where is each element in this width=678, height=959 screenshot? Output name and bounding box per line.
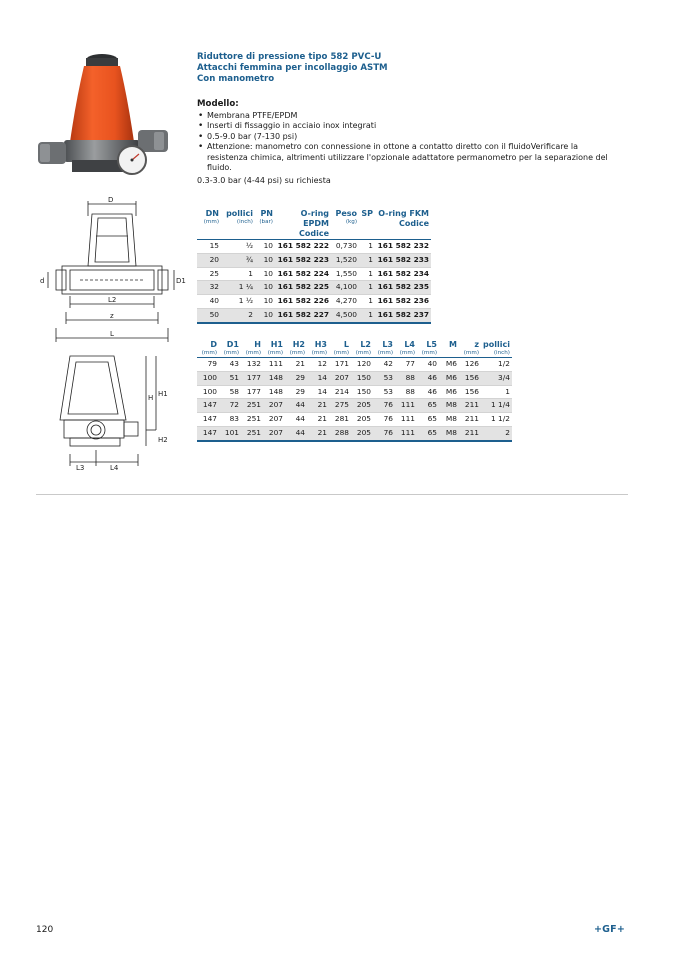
col-header-sp: SP <box>359 209 375 240</box>
dim-label-h2: H2 <box>158 436 168 444</box>
title-line-2: Attacchi femmina per incollaggio ASTM <box>197 63 388 73</box>
col-header-peso: Peso (kg) <box>331 209 359 240</box>
model-bullet: • Attenzione: manometro con connessione in ottone a contatto diretto con il fluidoVerificare la resistenza chimica, altrimenti utilizzare l'opzionale adattatore permanometro per la separazione del fluido. <box>197 142 617 173</box>
col-header-d1: D1 (mm) <box>219 340 241 358</box>
page-number: 120 <box>36 925 54 935</box>
col-header-h3: H3 (mm) <box>307 340 329 358</box>
col-header-l4: L4 (mm) <box>395 340 417 358</box>
order-code-table <box>197 209 431 324</box>
col-header-l3: L3 (mm) <box>373 340 395 358</box>
dim-label-h: H <box>148 394 154 402</box>
model-bullet-list <box>197 111 617 173</box>
table-row: 147 83 251 207 44 21 281 205 76 111 65 M8 211 1 1/2 <box>197 413 512 427</box>
dim-label-d1: D1 <box>176 277 186 285</box>
col-header-fkm-code: O-ring FKM Codice <box>375 209 431 240</box>
col-header-l: L (mm) <box>329 340 351 358</box>
dim-label-l: L <box>110 330 114 338</box>
col-header-pollici: pollici (inch) <box>483 340 510 356</box>
model-section <box>197 99 617 187</box>
col-header-z: z (mm) <box>459 340 481 358</box>
title-line-3: Con manometro <box>197 74 275 84</box>
dim-label-l3: L3 <box>76 464 85 472</box>
col-header-h1: H1 (mm) <box>263 340 285 358</box>
col-header-h: H (mm) <box>241 340 263 358</box>
product-photo <box>36 50 176 182</box>
col-header-h2: H2 (mm) <box>285 340 307 358</box>
dim-label-h1: H1 <box>158 390 168 398</box>
gf-logo: +GF+ <box>594 924 626 935</box>
title-line-1: Riduttore di pressione tipo 582 PVC-U <box>197 52 382 62</box>
dim-label-small-d: d <box>40 277 45 285</box>
col-header-pollici: pollici (inch) <box>221 209 255 240</box>
dim-label-l2: L2 <box>108 296 117 304</box>
dim-label-l4: L4 <box>110 464 119 472</box>
model-bullet: • 0.5-9.0 bar (7-130 psi) <box>197 132 617 142</box>
table-row: 32 1 ¼ 10 161 582 225 4,100 1 161 582 235 <box>197 281 431 295</box>
table-row: 100 58 177 148 29 14 214 150 53 88 46 M6 156 1 <box>197 385 512 399</box>
technical-drawing-front-view <box>40 350 170 472</box>
table-row: 147 72 251 207 44 21 275 205 76 111 65 M8 211 1 1/4 <box>197 399 512 413</box>
dim-label-z: z <box>110 312 114 320</box>
pressure-range-note: 0.3-3.0 bar (4-44 psi) su richiesta <box>197 176 331 186</box>
col-header-pn: PN (bar) <box>255 209 275 240</box>
table-row: 15 ½ 10 161 582 222 0,730 1 161 582 232 <box>197 240 431 254</box>
table-row: 147 101 251 207 44 21 288 205 76 111 65 M8 211 2 <box>197 426 512 440</box>
model-bullet: • Inserti di fissaggio in acciaio inox integrati <box>197 121 617 131</box>
table-row: 40 1 ½ 10 161 582 226 4,270 1 161 582 236 <box>197 295 431 309</box>
dim-label-d: D <box>108 196 114 204</box>
section-divider <box>36 494 628 495</box>
product-title <box>197 52 617 85</box>
col-header-dn: DN (mm) <box>197 209 221 240</box>
col-header-epdm-code: O-ring EPDM Codice <box>275 209 331 240</box>
table-row: 100 51 177 148 29 14 207 150 53 88 46 M6 156 3/4 <box>197 371 512 385</box>
col-header-l5: L5 (mm) <box>417 340 439 358</box>
table-row: 20 ¾ 10 161 582 223 1,520 1 161 582 233 <box>197 253 431 267</box>
table-row: 79 43 132 111 21 12 171 120 42 77 40 M6 126 1/2 <box>197 358 512 372</box>
table-row: 25 1 10 161 582 224 1,550 1 161 582 234 <box>197 267 431 281</box>
table-row: 50 2 10 161 582 227 4,500 1 161 582 237 <box>197 308 431 322</box>
model-bullet: • Membrana PTFE/EPDM <box>197 111 617 121</box>
dimensions-table <box>197 340 512 442</box>
col-header-d: D (mm) <box>197 340 219 358</box>
model-heading: Modello: <box>197 99 239 109</box>
col-header-m: M <box>439 340 459 358</box>
col-header-l2: L2 (mm) <box>351 340 373 358</box>
technical-drawing-side-view <box>36 196 186 348</box>
